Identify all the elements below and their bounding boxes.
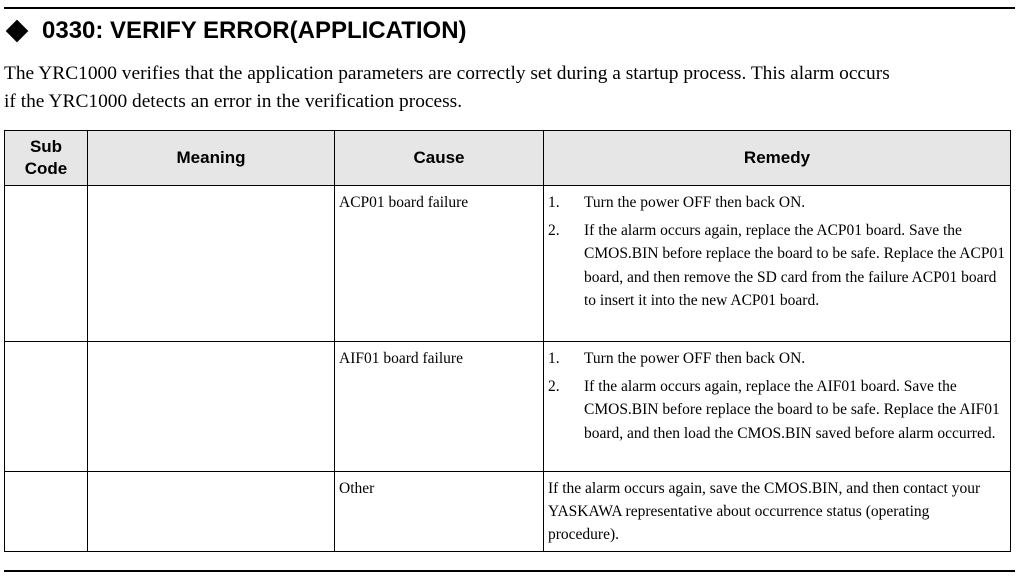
table-row — [5, 186, 1011, 342]
step-number: 1. — [548, 350, 560, 367]
table-row — [5, 342, 1011, 472]
remedy-step — [548, 347, 1006, 370]
remedy-list — [548, 347, 1006, 445]
meaning-cell — [88, 186, 335, 342]
bottom-rule — [4, 570, 1015, 572]
cause-cell: ACP01 board failure — [335, 186, 544, 342]
cause-cell: AIF01 board failure — [335, 342, 544, 472]
step-text: If the alarm occurs again, replace the ACP01 board. Save the CMOS.BIN before replace the board to be safe. Replace the ACP01 board, and then remove the SD card from the failure ACP01 board to insert it into the new ACP01 board. — [584, 222, 1005, 309]
remedy-list — [548, 191, 1006, 312]
table-row — [5, 472, 1011, 552]
header-remedy: Remedy — [544, 131, 1011, 186]
meaning-cell — [88, 472, 335, 552]
alarm-title: 0330: VERIFY ERROR(APPLICATION) — [42, 17, 467, 44]
step-number: 2. — [548, 378, 560, 396]
step-number: 1. — [548, 194, 560, 211]
top-rule — [4, 7, 1015, 9]
intro-line-2: if the YRC1000 detects an error in the verification process. — [4, 91, 463, 112]
sub-code-cell — [5, 342, 88, 472]
header-meaning: Meaning — [88, 131, 335, 186]
step-text: If the alarm occurs again, replace the AIF01 board. Save the CMOS.BIN before replace the board to be safe. Replace the AIF01 board, and then load the CMOS.BIN saved before alarm occurred. — [584, 378, 1000, 442]
remedy-text: If the alarm occurs again, save the CMOS.BIN, and then contact your YASKAWA representative about occurrence status (operating procedure). — [548, 480, 981, 544]
header-sub-code: Sub Code — [5, 131, 88, 186]
step-number: 2. — [548, 222, 560, 240]
remedy-step — [548, 219, 1006, 312]
remedy-cell — [544, 186, 1011, 342]
remedy-step — [548, 191, 1006, 214]
step-text: Turn the power OFF then back ON. — [584, 194, 806, 211]
remedy-cell — [544, 472, 1011, 552]
alarm-table — [4, 130, 1011, 552]
meaning-cell — [88, 342, 335, 472]
alarm-heading — [4, 14, 467, 48]
step-text: Turn the power OFF then back ON. — [584, 350, 806, 367]
diamond-icon — [6, 20, 29, 43]
sub-code-cell — [5, 472, 88, 552]
table-header-row — [5, 131, 1011, 186]
intro-line-1: The YRC1000 verifies that the application parameters are correctly set during a startup process. This alarm occurs — [4, 63, 890, 84]
remedy-step — [548, 375, 1006, 445]
cause-cell: Other — [335, 472, 544, 552]
sub-code-cell — [5, 186, 88, 342]
header-cause: Cause — [335, 131, 544, 186]
remedy-cell — [544, 342, 1011, 472]
intro-paragraph — [4, 60, 1014, 116]
